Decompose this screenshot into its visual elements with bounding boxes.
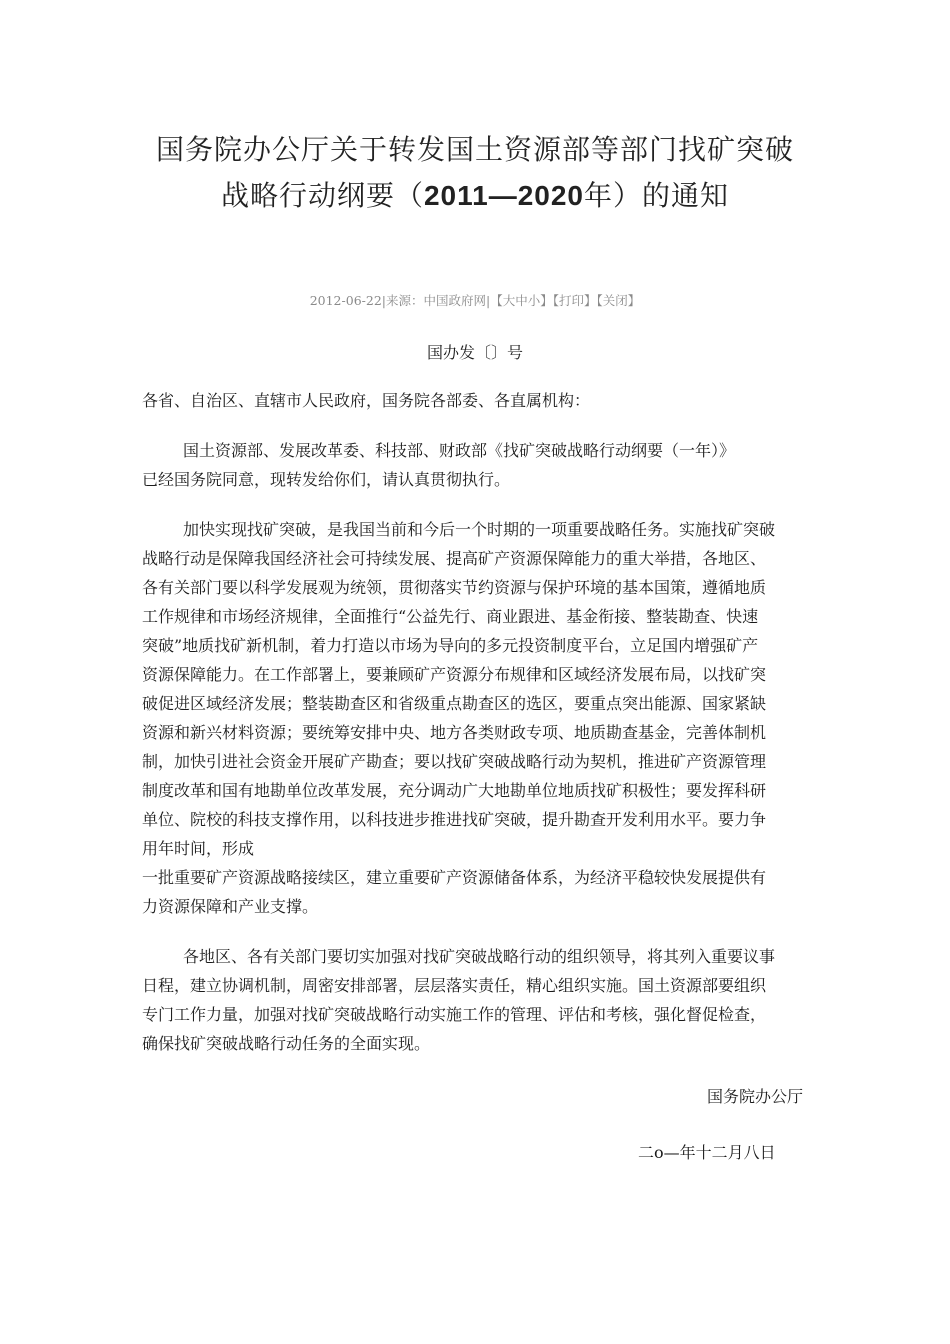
signature: 国务院办公厅 [707, 1087, 804, 1106]
title-suffix: 年）的通知 [584, 179, 730, 212]
text-line: 工作规律和市场经济规律，全面推行“公益先行、商业跟进、基金衔接、整装勘查、快速 [142, 607, 759, 626]
document-number: 国办发〔〕号 [426, 343, 523, 362]
title-prefix: 战略行动纲要（ [220, 179, 424, 212]
source-link[interactable]: 中国政府网 [423, 293, 487, 308]
text-line: 资源保障能力。在工作部署上，要兼顾矿产资源分布规律和区域经济发展布局，以找矿突 [142, 665, 767, 684]
text-line: 资源和新兴材料资源；要统筹安排中央、地方各类财政专项、地质勘查基金，完善体制机 [142, 723, 767, 742]
document-title-line-1: 国务院办公厅关于转发国土资源部等部门找矿突破 [155, 133, 794, 166]
text-line: 各地区、各有关部门要切实加强对找矿突破战略行动的组织领导，将其列入重要议事 [183, 947, 776, 966]
print-link[interactable]: 【打印】 [552, 293, 597, 308]
title-year-range: 2011—2020 [423, 180, 585, 211]
font-size-links[interactable]: 【大中小】 [490, 293, 553, 308]
text-line: 单位、院校的科技支撑作用，以科技进步推进找矿突破，提升勘查开发利用水平。要力争 [142, 810, 767, 829]
publish-date: 2012-06-22 [309, 293, 382, 308]
text-line: 战略行动是保障我国经济社会可持续发展、提高矿产资源保障能力的重大举措，各地区、 [142, 549, 767, 568]
text-line: 国土资源部、发展改革委、科技部、财政部《找矿突破战略行动纲要（一年）》 [183, 441, 736, 460]
text-line: 突破”地质找矿新机制，着力打造以市场为导向的多元投资制度平台，立足国内增强矿产 [142, 636, 759, 655]
text-line: 用年时间，形成 [142, 839, 255, 858]
article-meta: 2012-06-22|来源：中国政府网|【大中小】【打印】【关闭】 [309, 293, 641, 308]
text-line: 日程，建立协调机制，周密安排部署，层层落实责任，精心组织实施。国土资源部要组织 [142, 976, 767, 995]
text-line: 破促进区域经济发展；整装勘查区和省级重点勘查区的选区，要重点突出能源、国家紧缺 [142, 694, 767, 713]
source-label: 来源： [386, 293, 424, 308]
text-line: 制度改革和国有地勘单位改革发展，充分调动广大地勘单位地质找矿积极性；要发挥科研 [142, 781, 767, 800]
text-line: 各有关部门要以科学发展观为统领，贯彻落实节约资源与保护环境的基本国策，遵循地质 [142, 578, 767, 597]
text-line: 制，加快引进社会资金开展矿产勘查；要以找矿突破战略行动为契机，推进矿产资源管理 [142, 752, 767, 771]
text-line: 已经国务院同意，现转发给你们，请认真贯彻执行。 [142, 470, 511, 489]
text-line: 加快实现找矿突破，是我国当前和今后一个时期的一项重要战略任务。实施找矿突破 [183, 520, 776, 539]
close-link[interactable]: 【关闭】 [596, 293, 641, 308]
text-line: 一批重要矿产资源战略接续区，建立重要矿产资源储备体系，为经济平稳较快发展提供有 [142, 868, 767, 887]
text-line: 专门工作力量，加强对找矿突破战略行动实施工作的管理、评估和考核，强化督促检查， [142, 1005, 767, 1024]
text-line: 确保找矿突破战略行动任务的全面实现。 [142, 1034, 431, 1053]
sign-date: 二o—年十二月八日 [638, 1143, 776, 1162]
addressee: 各省、自治区、直辖市人民政府，国务院各部委、各直属机构： [142, 391, 591, 410]
document-title-line-2 [0, 174, 950, 214]
text-line: 力资源保障和产业支撑。 [142, 897, 319, 916]
